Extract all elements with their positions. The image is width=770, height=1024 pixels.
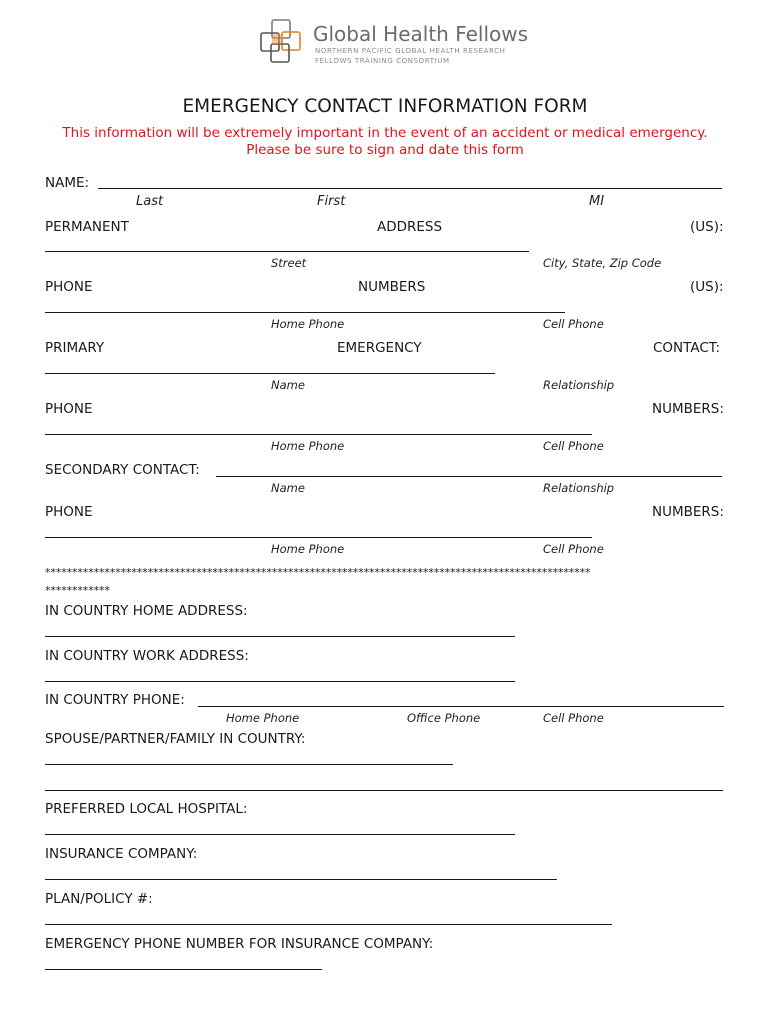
phone-us-field[interactable] [45, 312, 565, 313]
name-label: NAME: [45, 175, 90, 191]
separator-stars: ***************************************************************************************************** [45, 566, 591, 579]
secondary-contact-field[interactable] [216, 476, 722, 477]
spouse-family-label: SPOUSE/PARTNER/FAMILY IN COUNTRY: [45, 731, 306, 747]
permanent-address-field[interactable] [45, 251, 529, 252]
caption-cell-phone: Cell Phone [543, 542, 604, 556]
in-country-work-address-label: IN COUNTRY WORK ADDRESS: [45, 648, 249, 664]
caption-cell-phone: Cell Phone [543, 439, 604, 453]
caption-name: Name [271, 378, 305, 392]
insurance-company-field[interactable] [45, 879, 557, 880]
phone-us-label-2: NUMBERS [358, 279, 426, 295]
plan-policy-field[interactable] [45, 924, 612, 925]
primary-phone-label-2: NUMBERS: [652, 401, 724, 417]
separator-stars-2: ************ [45, 584, 110, 597]
caption-home-phone: Home Phone [226, 711, 300, 725]
caption-name: Name [271, 481, 305, 495]
notice-line-2: Please be sure to sign and date this form [246, 142, 524, 158]
caption-mi: MI [589, 194, 605, 209]
caption-street: Street [271, 256, 307, 270]
preferred-hospital-label: PREFERRED LOCAL HOSPITAL: [45, 801, 248, 817]
phone-us-label: PHONE [45, 279, 93, 295]
in-country-phone-label: IN COUNTRY PHONE: [45, 692, 185, 708]
brand-name: Global Health Fellows [313, 22, 529, 46]
in-country-home-address-label: IN COUNTRY HOME ADDRESS: [45, 603, 248, 619]
primary-phone-field[interactable] [45, 434, 592, 435]
phone-us-label-3: (US): [690, 279, 724, 295]
caption-home-phone: Home Phone [271, 317, 345, 331]
brand-tagline-1: NORTHERN PACIFIC GLOBAL HEALTH RESEARCH [315, 47, 506, 55]
insurance-company-label: INSURANCE COMPANY: [45, 846, 198, 862]
primary-contact-label: PRIMARY [45, 340, 105, 356]
caption-first: First [317, 194, 346, 209]
secondary-contact-label: SECONDARY CONTACT: [45, 462, 200, 478]
secondary-phone-label: PHONE [45, 504, 93, 520]
notice-line-1: This information will be extremely important in the event of an accident or medical emergency. [62, 125, 708, 141]
primary-contact-label-3: CONTACT: [653, 340, 721, 356]
in-country-phone-field[interactable] [198, 706, 724, 707]
overlapping-squares-logo-icon [258, 18, 306, 66]
permanent-address-label-3: (US): [690, 219, 724, 235]
spouse-family-field-2[interactable] [45, 790, 723, 791]
caption-relationship: Relationship [543, 378, 615, 392]
brand-tagline-2: FELLOWS TRAINING CONSORTIUM [315, 57, 450, 65]
caption-last: Last [136, 194, 164, 209]
caption-cell-phone: Cell Phone [543, 711, 604, 725]
insurance-emergency-phone-field[interactable] [45, 969, 322, 970]
form-title: EMERGENCY CONTACT INFORMATION FORM [182, 96, 588, 117]
plan-policy-label: PLAN/POLICY #: [45, 891, 153, 907]
primary-contact-label-2: EMERGENCY [337, 340, 422, 356]
caption-home-phone: Home Phone [271, 439, 345, 453]
permanent-address-label-2: ADDRESS [377, 219, 443, 235]
spouse-family-field[interactable] [45, 764, 453, 765]
primary-phone-label: PHONE [45, 401, 93, 417]
caption-relationship: Relationship [543, 481, 615, 495]
permanent-address-label: PERMANENT [45, 219, 129, 235]
primary-contact-field[interactable] [45, 373, 495, 374]
insurance-emergency-phone-label: EMERGENCY PHONE NUMBER FOR INSURANCE COMPANY: [45, 936, 434, 952]
caption-home-phone: Home Phone [271, 542, 345, 556]
secondary-phone-label-2: NUMBERS: [652, 504, 724, 520]
caption-cell-phone: Cell Phone [543, 317, 604, 331]
caption-city-state-zip: City, State, Zip Code [543, 256, 662, 270]
secondary-phone-field[interactable] [45, 537, 592, 538]
name-field[interactable] [98, 188, 722, 189]
preferred-hospital-field[interactable] [45, 834, 515, 835]
in-country-work-address-field[interactable] [45, 681, 515, 682]
in-country-home-address-field[interactable] [45, 636, 515, 637]
caption-office-phone: Office Phone [407, 711, 481, 725]
